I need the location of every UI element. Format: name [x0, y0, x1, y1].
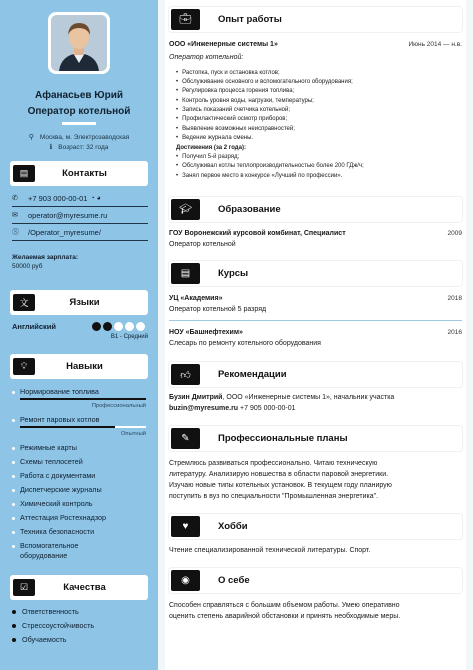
email-row[interactable]: [12, 207, 148, 224]
skype-text: /Operator_myresume/: [28, 227, 101, 237]
skill-level: Опытный: [120, 431, 146, 437]
recommendation-contact-line: [169, 404, 296, 414]
experience-company: ООО «Инженерные системы 1»: [169, 41, 278, 48]
experience-title: Опыт работы: [218, 14, 282, 25]
education-year: 2009: [447, 230, 462, 237]
recommender-name: Бузин Дмитрий: [169, 394, 223, 401]
course-name: Оператор котельной 5 разряд: [169, 306, 267, 313]
skill-item: Аттестация Ростехнадзор: [12, 513, 106, 522]
recommender-email[interactable]: buzin@myresume.ru: [169, 405, 239, 412]
hobby-header: [169, 514, 462, 539]
courses-title: Курсы: [218, 268, 249, 279]
achievement-item: • Обслуживал котлы теплопроизводительностью более 200 ГДж/ч;: [176, 162, 364, 171]
language-name: Английский: [12, 322, 57, 331]
skill-item: Работа с документами: [12, 471, 95, 480]
contact-card-icon: ▤: [13, 165, 35, 182]
courses-header: [169, 261, 462, 286]
skill-level: Профессиональный: [91, 403, 146, 409]
achievement-item: • Получил 5-й разряд;: [176, 153, 239, 162]
about-line: оценить степень аварийной обстановки и принять необходимые меры.: [169, 613, 401, 620]
hobby-text: Чтение специализированной технической литературы. Спорт.: [169, 547, 371, 554]
languages-header: [10, 290, 148, 315]
duty-item: • Растопка, пуск и остановка котлов;: [176, 69, 280, 78]
recommender-phone: +7 905 000-00-01: [238, 405, 296, 412]
skills-header: [10, 354, 148, 379]
quality-item: Стрессоустойчивость: [12, 621, 94, 630]
experience-header: [169, 7, 462, 32]
graduation-cap-icon: 🎓︎: [171, 199, 200, 220]
course-year: 2016: [447, 329, 462, 336]
checkbox-icon: ☑: [13, 579, 35, 596]
course-year: 2018: [447, 295, 462, 302]
skill-item: Режимные карты: [12, 443, 77, 452]
qualities-title: Качества: [63, 582, 106, 593]
contacts-header: [10, 161, 148, 186]
language-level-dots: [92, 322, 145, 331]
about-title: О себе: [218, 575, 250, 586]
phone-row[interactable]: [12, 190, 148, 207]
duty-item: • Регулировка процесса горения топлива;: [176, 87, 294, 96]
course-name: Слесарь по ремонту котельного оборудования: [169, 340, 321, 347]
phone-text: +7 903 000-00-01: [28, 193, 88, 203]
about-header: [169, 568, 462, 593]
languages-title: Языки: [69, 297, 100, 308]
plans-line: поступить в вуз по специальности "Промышленная энергетика".: [169, 493, 379, 500]
pencil-icon: ✎: [171, 428, 200, 449]
profile-photo: [51, 15, 107, 71]
skill-bar: [20, 398, 146, 400]
skill-item: Техника безопасности: [12, 527, 94, 536]
skill-bar: [20, 426, 146, 428]
person-position: Оператор котельной: [27, 106, 131, 117]
phone-icon: ✆: [12, 195, 18, 202]
education-header: [169, 197, 462, 222]
duty-item: • Ведение журнала смены.: [176, 134, 253, 143]
person-portrait-icon: [51, 15, 107, 71]
level-dot-empty: [136, 322, 145, 331]
mail-icon: ✉: [12, 212, 18, 219]
info-icon: ℹ: [49, 144, 53, 151]
messenger-icons: ◔ ◕: [90, 194, 101, 202]
duty-item: • Профилактический осмотр приборов;: [176, 115, 287, 124]
course-school: УЦ «Академия»: [169, 295, 223, 302]
recommendations-title: Рекомендации: [218, 369, 287, 380]
document-icon: ▤: [171, 263, 200, 284]
thumbs-up-icon: 👍︎: [171, 364, 200, 385]
duty-item: • Выявление возможных неисправностей;: [176, 125, 295, 134]
qualities-header: [10, 575, 148, 600]
skill-item: Схемы теплосетей: [12, 457, 83, 466]
translate-icon: 文: [13, 294, 35, 311]
duty-item: • Контроль уровня воды, нагрузки, температуры;: [176, 97, 314, 106]
recommendations-header: [169, 362, 462, 387]
education-title: Образование: [218, 204, 281, 215]
recommendation-person-line: [169, 393, 394, 403]
email-text: operator@myresume.ru: [28, 210, 108, 220]
achievement-item: • Занял первое место в конкурсе «Лучший по профессии».: [176, 172, 342, 181]
plans-line: литературу. Анализирую новшества в области паровой энергетики.: [169, 471, 389, 478]
heart-icon: ♥: [171, 516, 200, 537]
course-separator: [169, 320, 462, 321]
sidebar: [0, 0, 158, 670]
plans-title: Профессиональные планы: [218, 433, 348, 444]
lightbulb-icon: 💡︎: [13, 358, 35, 375]
language-level-text: B1 - Средний: [110, 334, 148, 340]
duty-item: • Обслуживание основного и вспомогательного оборудования;: [176, 78, 353, 87]
experience-role: Оператор котельной:: [169, 54, 244, 61]
level-dot-filled: [92, 322, 101, 331]
recommender-details: , ООО «Инженерные системы 1», начальник участка: [222, 394, 395, 401]
experience-dates: Июнь 2014 — н.в.: [408, 41, 462, 48]
education-specialty: Оператор котельной: [169, 241, 236, 248]
plans-line: Изучаю новые типы котельных установок. В текущем году планирую: [169, 482, 392, 489]
skill-item: Химический контроль: [12, 499, 93, 508]
person-name: Афанасьев Юрий: [34, 90, 124, 101]
duty-item: • Запись показаний счетчика котельной;: [176, 106, 290, 115]
location-text: Москва, м. Электрозаводская: [39, 133, 130, 141]
achievements-label: Достижения (за 2 года):: [176, 145, 246, 151]
plans-header: [169, 426, 462, 451]
contacts-title: Контакты: [62, 168, 107, 179]
user-circle-icon: ◉: [171, 570, 200, 591]
skill-item: Нормирование топлива: [12, 387, 99, 396]
hobby-title: Хобби: [218, 521, 248, 532]
skype-row[interactable]: [12, 224, 148, 241]
skill-item-continued: оборудование: [20, 551, 68, 560]
location-pin-icon: ⚲: [28, 134, 34, 141]
plans-line: Стремлюсь развиваться профессионально. Читаю техническую: [169, 460, 378, 467]
skill-item: Диспетчерские журналы: [12, 485, 102, 494]
education-school: ГОУ Воронежский курсовой комбинат, Специалист: [169, 230, 346, 237]
level-dot-filled: [103, 322, 112, 331]
salary-value: 50000 руб: [12, 263, 43, 270]
location-row: [0, 133, 158, 141]
age-row: [0, 143, 158, 151]
about-line: Способен справляться с большим объемом работы. Умею оперативно: [169, 602, 400, 609]
salary-label: Желаемая зарплата:: [12, 254, 79, 261]
course-school: НОУ «Башнефтехим»: [169, 329, 243, 336]
skill-item: Ремонт паровых котлов: [12, 415, 99, 424]
skype-icon: Ⓢ: [12, 229, 19, 236]
skills-title: Навыки: [66, 361, 103, 372]
briefcase-icon: 💼︎: [171, 9, 200, 30]
age-text: Возраст: 32 года: [58, 143, 109, 151]
profile-photo-frame: [48, 12, 110, 74]
skill-item: Вспомогательное: [12, 541, 78, 550]
quality-item: Обучаемость: [12, 635, 66, 644]
level-dot-empty: [114, 322, 123, 331]
quality-item: Ответственность: [12, 607, 79, 616]
name-underline: [62, 122, 96, 125]
level-dot-empty: [125, 322, 134, 331]
